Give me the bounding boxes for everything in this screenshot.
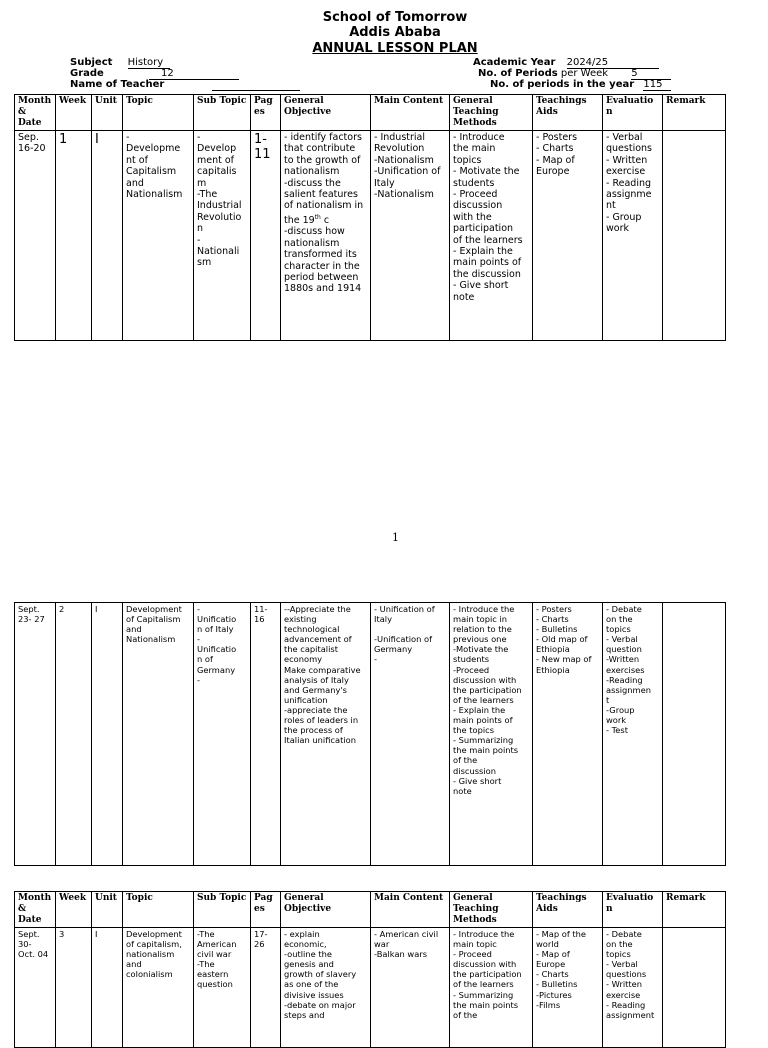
column-header-month-date: Month & Date — [15, 892, 56, 928]
cell-line: assignment — [606, 1009, 655, 1020]
cell-line: Europe — [536, 959, 566, 970]
column-header-week: Week — [56, 95, 92, 131]
cell-line: and — [126, 624, 142, 635]
column-header-evaluation: Evaluation — [603, 892, 663, 928]
cell-line: - Summarizing — [453, 989, 514, 1000]
cell-line: - — [197, 674, 200, 685]
cell-line: n — [197, 223, 204, 235]
cell-line: 1880s and 1914 — [284, 283, 362, 295]
cell-line: 16 — [254, 614, 265, 625]
cell-line: -appreciate the — [284, 704, 348, 715]
cell-line: - Summarizing — [453, 735, 514, 746]
cell-line: - Group — [606, 211, 642, 223]
cell-line: and Germany's — [284, 684, 347, 695]
cell-line: Germany — [374, 644, 413, 655]
cell-line: questions — [606, 143, 652, 155]
cell-line: roles of leaders in — [284, 715, 359, 726]
cell-line: ment of — [197, 154, 235, 166]
column-header-general-objective: General Objective — [281, 892, 371, 928]
cell-line: previous one — [453, 634, 507, 645]
cell-line: topics — [606, 949, 631, 960]
cell-line: sm — [197, 257, 212, 269]
cell-teaching-aids — [533, 131, 603, 341]
cell-line: - Industrial — [374, 132, 426, 143]
column-header-pages: Pages — [251, 95, 281, 131]
table-header-row — [15, 892, 726, 928]
year-value: 2024/25 — [567, 57, 659, 69]
cell-line: exercises — [606, 664, 645, 675]
cell-line: Development — [126, 929, 182, 939]
cell-line: with the — [453, 211, 492, 223]
periods-year-line — [490, 79, 671, 91]
cell-line: Nationali — [197, 246, 240, 258]
cell-line: analysis of Italy — [284, 674, 349, 685]
cell-line: capitalis — [197, 166, 237, 178]
cell-line: main topic — [453, 939, 497, 950]
cell-line: - — [126, 132, 130, 143]
cell-line: t — [606, 694, 610, 705]
cell-line: nationalism — [284, 237, 340, 249]
cell-line: topics — [606, 624, 631, 635]
cell-line: nationalism — [284, 166, 340, 178]
teacher-underline — [212, 90, 300, 91]
cell-line: -Nationalism — [374, 189, 434, 201]
cell-line: students — [453, 177, 495, 189]
cell-topic — [123, 603, 194, 866]
cell-line: growth of slavery — [284, 969, 357, 980]
periods-label: No. of Periods — [478, 68, 558, 79]
cell-line: main points of — [453, 257, 522, 269]
grade-label: Grade — [70, 68, 104, 79]
cell-line: economy — [284, 654, 323, 665]
cell-line: - Bulletins — [536, 624, 578, 635]
cell-line: Revolutio — [197, 211, 242, 223]
cell-teaching-aids — [533, 928, 603, 1048]
cell-line: -Written — [606, 654, 640, 665]
cell-line: 16-20 — [18, 143, 46, 155]
cell-line: civil war — [197, 949, 232, 960]
cell-line: - Map of the — [536, 929, 587, 939]
cell-evaluation — [603, 603, 663, 866]
year-label: Academic Year — [473, 57, 556, 68]
cell-week: 3 — [56, 928, 92, 1048]
cell-line: -Films — [536, 999, 561, 1010]
cell-general-objective — [281, 928, 371, 1048]
cell-line: Development — [126, 604, 182, 614]
column-header-topic: Topic — [123, 95, 194, 131]
cell-line: on the — [606, 939, 633, 950]
cell-line: - Debate — [606, 929, 642, 939]
cell-line: Europe — [536, 166, 570, 178]
column-header-teaching-aids: Teachings Aids — [533, 892, 603, 928]
column-header-main-content: Main Content — [371, 892, 450, 928]
cell-line: discussion — [453, 200, 503, 212]
cell-line: Sept. — [18, 929, 40, 939]
cell-line: -Reading — [606, 674, 643, 685]
cell-line: Revolution — [374, 143, 425, 155]
cell-topic — [123, 131, 194, 341]
cell-line: the capitalist — [284, 644, 338, 655]
column-header-general-objective: General Objective — [281, 95, 371, 131]
cell-line: nationalism — [126, 949, 175, 960]
cell-line: - — [374, 654, 377, 665]
teacher-label: Name of Teacher — [70, 79, 165, 90]
cell-line: - Verbal — [606, 634, 638, 645]
cell-line: - identify factors — [284, 132, 362, 143]
cell-line: - Motivate the — [453, 166, 520, 178]
cell-pages — [251, 603, 281, 866]
cell-line: assignmen — [606, 684, 652, 695]
cell-line: - Give short — [453, 280, 509, 292]
cell-line: steps and — [284, 1009, 325, 1020]
cell-line: - Verbal — [606, 959, 638, 970]
table-header-row — [15, 95, 726, 131]
cell-general-objective — [281, 131, 371, 341]
cell-line: of the — [453, 755, 478, 766]
cell-line: advancement of — [284, 634, 352, 645]
cell-line: Nationalism — [126, 634, 176, 645]
column-header-teaching-methods: General Teaching Methods — [450, 892, 533, 928]
cell-line: - Introduce — [453, 132, 505, 143]
cell-line: Italy — [374, 177, 395, 189]
cell-line: 23- 27 — [18, 614, 45, 625]
cell-teaching-methods — [450, 131, 533, 341]
table-row — [15, 603, 726, 866]
cell-line: - Verbal — [606, 132, 643, 143]
cell-unit: I — [92, 131, 123, 341]
cell-line: transformed its — [284, 249, 357, 261]
cell-line: -outline the — [284, 949, 332, 960]
column-header-remark: Remark — [663, 892, 726, 928]
cell-line: - Test — [606, 725, 628, 736]
cell-line: 11 — [254, 147, 271, 162]
cell-line: 11- — [254, 604, 268, 614]
cell-line: Unificatio — [197, 614, 237, 625]
cell-line: n of Italy — [197, 624, 234, 635]
cell-topic — [123, 928, 194, 1048]
cell-line: - — [197, 634, 200, 645]
cell-line: -Pictures — [536, 989, 572, 1000]
cell-line: the main points — [453, 999, 519, 1010]
column-header-teaching-aids: Teachings Aids — [533, 95, 603, 131]
cell-line: the discussion — [453, 268, 521, 280]
column-header-unit: Unit — [92, 95, 123, 131]
cell-line: topics — [453, 154, 482, 166]
cell-line: - Introduce the — [453, 604, 515, 614]
cell-line: world — [536, 939, 559, 950]
cell-line: 26 — [254, 939, 265, 950]
cell-line: - Map of — [536, 949, 570, 960]
cell-line: - Proceed — [453, 949, 492, 960]
page-number: 1 — [392, 531, 399, 544]
cell-line: -The — [197, 929, 215, 939]
cell-line: -Unification of — [374, 634, 433, 645]
cell-line: - Charts — [536, 969, 569, 980]
cell-week: 1 — [56, 131, 92, 341]
cell-line: - explain — [284, 929, 320, 939]
column-header-topic: Topic — [123, 892, 194, 928]
cell-line: existing — [284, 614, 317, 625]
column-header-teaching-methods: General Teaching Methods — [450, 95, 533, 131]
cell-remark — [663, 131, 726, 341]
cell-line: question — [197, 979, 233, 990]
cell-remark — [663, 603, 726, 866]
cell-line: - Posters — [536, 132, 578, 143]
cell-line: main topic in — [453, 614, 508, 625]
city-name: Addis Ababa — [349, 25, 441, 40]
cell-line: - Explain the — [453, 246, 513, 258]
cell-line: -Unification of — [374, 166, 441, 178]
cell-teaching-aids — [533, 603, 603, 866]
teacher-line — [70, 79, 164, 90]
cell-unit: I — [92, 603, 123, 866]
cell-line: - — [197, 132, 201, 143]
cell-line: 30- — [18, 939, 32, 950]
cell-line: nt of — [126, 154, 148, 166]
cell-line: Italian unification — [284, 735, 356, 746]
cell-line: Ethiopia — [536, 644, 570, 655]
cell-line: salient features — [284, 189, 358, 201]
cell-line: Make comparative — [284, 664, 361, 675]
cell-line: Oct. 04 — [18, 949, 49, 960]
cell-main-content — [371, 928, 450, 1048]
cell-line: Unificatio — [197, 644, 237, 655]
grade-value: 12 — [149, 68, 239, 80]
lesson-plan-table-1 — [14, 94, 726, 341]
cell-line: the main points — [453, 745, 519, 756]
cell-main-content — [371, 131, 450, 341]
cell-line: work — [606, 223, 629, 235]
cell-month-date — [15, 131, 56, 341]
cell-line: Capitalism — [126, 166, 177, 178]
cell-line: -Proceed — [453, 664, 490, 675]
cell-line: the process of — [284, 725, 343, 736]
cell-line: -The — [197, 959, 215, 970]
lesson-plan-table-2 — [14, 602, 726, 866]
cell-line: on the — [606, 614, 633, 625]
cell-line: eastern — [197, 969, 229, 980]
cell-line: the topics — [453, 725, 495, 736]
cell-line: and — [126, 959, 142, 970]
cell-line: Industrial — [197, 200, 242, 212]
cell-line: - Introduce the — [453, 929, 515, 939]
cell-evaluation — [603, 131, 663, 341]
cell-line: - Debate — [606, 604, 642, 614]
cell-line: note — [453, 291, 475, 303]
cell-line: - Reading — [606, 177, 652, 189]
cell-line: -Group — [606, 704, 635, 715]
cell-line: Sept. — [18, 604, 40, 614]
cell-line — [374, 624, 446, 634]
cell-line: Italy — [374, 614, 392, 625]
cell-line: -The — [197, 189, 218, 201]
cell-line: Developme — [126, 143, 181, 155]
column-header-week: Week — [56, 892, 92, 928]
cell-line: genesis and — [284, 959, 334, 970]
column-header-month-date: Month & Date — [15, 95, 56, 131]
cell-week: 2 — [56, 603, 92, 866]
cell-line: war — [374, 939, 390, 950]
cell-line: discussion — [453, 765, 496, 776]
cell-line: of the learners — [453, 694, 514, 705]
cell-evaluation — [603, 928, 663, 1048]
cell-line: --Appreciate the — [284, 604, 351, 614]
cell-line: of nationalism in — [284, 200, 364, 212]
cell-line: as one of the — [284, 979, 339, 990]
column-header-subtopic: Sub Topic — [194, 95, 251, 131]
cell-line: main points of — [453, 715, 513, 726]
cell-line: assignme — [606, 189, 652, 201]
cell-line: the 19th c — [284, 213, 330, 226]
cell-line: the participation — [453, 969, 522, 980]
cell-remark — [663, 928, 726, 1048]
periods-year-value: 115 — [643, 79, 671, 91]
cell-line: m — [197, 177, 207, 189]
cell-line: - — [197, 234, 201, 246]
column-header-pages: Pages — [251, 892, 281, 928]
cell-pages — [251, 928, 281, 1048]
periods-suffix: per Week — [560, 68, 609, 79]
cell-line: unification — [284, 694, 328, 705]
cell-line: students — [453, 654, 490, 665]
cell-line: - Unification of — [374, 604, 435, 614]
cell-line: Germany — [197, 664, 236, 675]
cell-main-content — [371, 603, 450, 866]
cell-line: exercise — [606, 166, 646, 178]
cell-line: American — [197, 939, 237, 950]
cell-line: 1- — [254, 132, 267, 147]
cell-line: relation to the — [453, 624, 512, 635]
lesson-plan-table-3 — [14, 891, 726, 1048]
cell-line: exercise — [606, 989, 641, 1000]
cell-line: note — [453, 785, 472, 796]
cell-unit: I — [92, 928, 123, 1048]
cell-line: work — [606, 715, 627, 726]
cell-line: - Proceed — [453, 189, 498, 201]
cell-teaching-methods — [450, 928, 533, 1048]
cell-line: - New map of — [536, 654, 592, 665]
cell-line: - Map of — [536, 154, 575, 166]
cell-line: of the learners — [453, 979, 514, 990]
cell-line: - Old map of — [536, 634, 588, 645]
periods-year-label: No. of periods in the year — [490, 79, 635, 90]
cell-line: Ethiopia — [536, 664, 570, 675]
cell-line: - Reading — [606, 999, 646, 1010]
cell-teaching-methods — [450, 603, 533, 866]
plan-title: ANNUAL LESSON PLAN — [312, 41, 478, 56]
cell-subtopic — [194, 131, 251, 341]
cell-line: the main — [453, 143, 496, 155]
column-header-unit: Unit — [92, 892, 123, 928]
cell-line: -Balkan wars — [374, 949, 428, 960]
cell-line: and — [126, 177, 144, 189]
cell-line: -Nationalism — [374, 154, 434, 166]
cell-line: discussion with — [453, 674, 517, 685]
column-header-remark: Remark — [663, 95, 726, 131]
cell-month-date — [15, 603, 56, 866]
cell-line: of the learners — [453, 234, 523, 246]
subject-value: History — [128, 57, 170, 69]
cell-line: - Give short — [453, 775, 502, 786]
cell-month-date — [15, 928, 56, 1048]
cell-line: - Explain the — [453, 704, 506, 715]
cell-line: question — [606, 644, 642, 655]
cell-line: 17- — [254, 929, 268, 939]
cell-line: questions — [606, 969, 647, 980]
cell-line: of capitalism, — [126, 939, 182, 950]
school-name: School of Tomorrow — [322, 10, 468, 25]
cell-line: -Motivate the — [453, 644, 509, 655]
cell-line: colonialism — [126, 969, 173, 980]
cell-line: of the — [453, 1009, 478, 1020]
cell-line: - Bulletins — [536, 979, 578, 990]
table-row — [15, 928, 726, 1048]
cell-line: -debate on major — [284, 999, 356, 1010]
cell-line: period between — [284, 272, 359, 284]
cell-line: - Written — [606, 154, 648, 166]
cell-line: Nationalism — [126, 189, 183, 201]
cell-line: to the growth of — [284, 154, 361, 166]
cell-line: participation — [453, 223, 514, 235]
cell-line: divisive issues — [284, 989, 344, 1000]
cell-line: character in the — [284, 260, 360, 272]
cell-line: - Written — [606, 979, 643, 990]
cell-subtopic — [194, 928, 251, 1048]
cell-line: n of — [197, 654, 213, 665]
cell-line: -discuss how — [284, 226, 345, 238]
cell-line: of Capitalism — [126, 614, 181, 625]
cell-line: technological — [284, 624, 340, 635]
cell-line: Develop — [197, 143, 237, 155]
cell-line: - — [197, 604, 200, 614]
cell-line: Sep. — [18, 132, 39, 143]
cell-line: that contribute — [284, 143, 356, 155]
periods-value: 5 — [631, 68, 671, 80]
cell-subtopic — [194, 603, 251, 866]
cell-general-objective — [281, 603, 371, 866]
table-row — [15, 131, 726, 341]
subject-label: Subject — [70, 57, 113, 68]
cell-line: - Charts — [536, 614, 569, 625]
cell-line: - Posters — [536, 604, 572, 614]
cell-line: - Charts — [536, 143, 574, 155]
column-header-main-content: Main Content — [371, 95, 450, 131]
cell-line: the participation — [453, 684, 522, 695]
column-header-evaluation: Evaluation — [603, 95, 663, 131]
cell-pages — [251, 131, 281, 341]
column-header-subtopic: Sub Topic — [194, 892, 251, 928]
cell-line: - American civil — [374, 929, 439, 939]
cell-line: -discuss the — [284, 177, 341, 189]
cell-line: discussion with — [453, 959, 517, 970]
cell-line: economic, — [284, 939, 327, 950]
cell-line: nt — [606, 200, 616, 212]
